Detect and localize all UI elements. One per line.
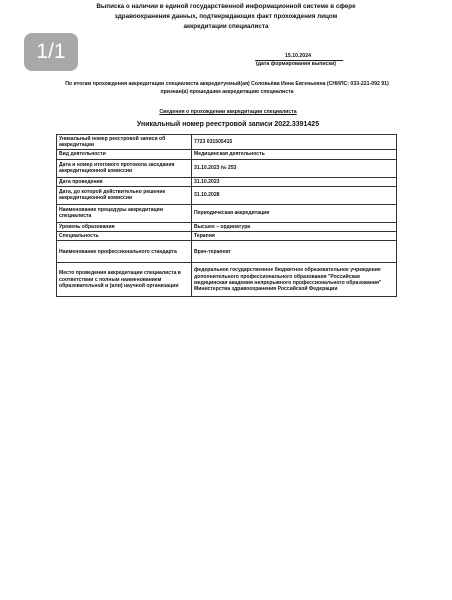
row-value: Высшее – ординатура — [192, 222, 397, 231]
table-row — [57, 232, 397, 241]
row-label: Наименование процедуры аккредитации специалиста — [57, 204, 192, 222]
table-row — [57, 241, 397, 263]
row-label: Дата и номер итогового протокола заседания аккредитационной комиссии — [57, 159, 192, 177]
table-row — [57, 150, 397, 159]
row-value: Врач-терапевт — [192, 241, 397, 263]
row-value: 31.10.2023 № 253 — [192, 159, 397, 177]
row-value: 7723 031505415 — [192, 135, 397, 150]
row-label: Уровень образования — [57, 222, 192, 231]
table-row — [57, 204, 397, 222]
row-label: Дата проведения — [57, 177, 192, 186]
registry-number-heading: Уникальный номер реестровой записи 2022.3391425 — [136, 121, 320, 128]
table-row — [57, 263, 397, 297]
form-date-caption: (дата формирования выписки) — [256, 61, 337, 67]
table-row — [57, 222, 397, 231]
row-value: 31.10.2023 — [192, 177, 397, 186]
row-label: Вид деятельности — [57, 150, 192, 159]
document-title: Выписка о наличии в единой государственной информационной системе в сфере здравоохранения данных, подтверждающих факт прохождения лицом аккредитации специалиста — [96, 3, 356, 30]
table-row — [57, 159, 397, 177]
table-row — [57, 135, 397, 150]
row-label: Наименование профессионального стандарта — [57, 241, 192, 263]
row-label: Место проведения аккредитации специалиста в соответствии с полным наименованием образовательной и (или) научной организации — [57, 263, 192, 297]
row-label: Дата, до которой действительно решение аккредитационной комиссии — [57, 186, 192, 204]
statement-paragraph: По итогам прохождения аккредитации специалиста аккредитуемый(ая) Соловьёва Инна Евгеньевна (СНИЛС: 033-221-092 91) признан(а) прошедшим аккредитацию специалиста — [65, 81, 389, 95]
row-value: 31.10.2028 — [192, 186, 397, 204]
table-row — [57, 177, 397, 186]
row-label: Специальность — [57, 232, 192, 241]
form-date-value: 15.10.2024 — [255, 53, 343, 61]
accreditation-table — [56, 134, 397, 297]
row-label: Уникальный номер реестровой записи об аккредитации — [57, 135, 192, 150]
row-value: Медицинская деятельность — [192, 150, 397, 159]
row-value: Периодическая аккредитация — [192, 204, 397, 222]
row-value: Терапия — [192, 232, 397, 241]
form-date-block — [255, 53, 343, 68]
row-value: федеральное государственное бюджетное образовательное учреждение дополнительного профессионального образования "Российская медицинская академия непрерывного профессионального образования" Министерства здравоохранения Российской Федерации — [192, 263, 397, 297]
section-heading: Сведения о прохождении аккредитации специалиста — [159, 109, 297, 115]
table-row — [57, 186, 397, 204]
page-counter: 1/1 — [24, 33, 78, 71]
